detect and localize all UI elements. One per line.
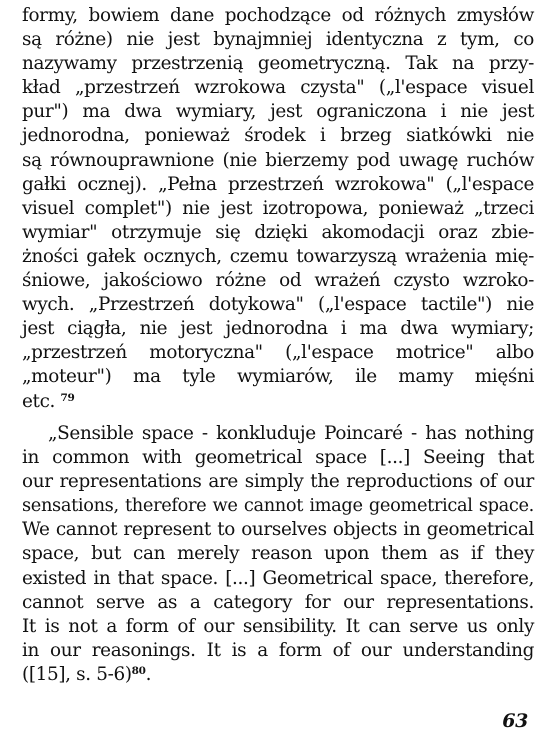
- text-line: We cannot represent to ourselves objects in geometrical: [22, 519, 534, 541]
- text-line: gałki ocznej). „Pełna przestrzeń wzrokowa" („l'espace: [22, 173, 534, 195]
- text-line: formy, bowiem dane pochodzące od różnych zmysłów: [22, 5, 534, 26]
- paragraph-space-types: [22, 4, 534, 414]
- paragraph-poincare-quote: [22, 422, 534, 687]
- text-line: wych. „Przestrzeń dotykowa" („l'espace tactile") nie: [22, 294, 534, 316]
- text-line: space, but can merely reason upon them as if they: [22, 543, 534, 565]
- line-text: etc.: [22, 390, 56, 412]
- text-line: „przestrzeń motoryczna" („l'espace motrice" albo: [22, 342, 534, 364]
- text-line: „moteur") ma tyle wymiarów, ile mamy mięśni: [22, 366, 534, 388]
- text-line: visuel complet") nie jest izotropowa, ponieważ „trzeci: [22, 197, 534, 219]
- text-line: in common with geometrical space [...] Seeing that: [22, 447, 534, 469]
- text-line: są równouprawnione (nie bierzemy pod uwagę ruchów: [22, 149, 534, 171]
- text-line: in our reasonings. It is a form of our understanding: [22, 639, 534, 661]
- text-line-last: [22, 663, 534, 687]
- text-line: wymiar" otrzymuje się dzięki akomodacji oraz zbie-: [22, 221, 534, 243]
- text-line: nazywamy przestrzenią geometryczną. Tak na przy-: [22, 53, 534, 75]
- text-line: existed in that space. [...] Geometrical space, therefore,: [22, 567, 534, 589]
- text-line: są różne) nie jest bynajmniej identyczna z tym, co: [22, 29, 534, 51]
- text-line: żności gałek ocznych, czemu towarzyszą wrażenia mię-: [22, 245, 534, 267]
- text-line-last: [22, 390, 534, 414]
- text-line: our representations are simply the reproductions of our: [22, 471, 534, 493]
- text-line: „Sensible space - konkluduje Poincaré - has nothing: [48, 423, 534, 444]
- text-line: śniowe, jakościowo różne od wrażeń czysto wzroko-: [22, 270, 534, 292]
- text-line: It is not a form of our sensibility. It can serve us only: [22, 615, 534, 637]
- text-line: kład „przestrzeń wzrokowa czysta" („l'espace visuel: [22, 77, 534, 99]
- text-line: sensations, therefore we cannot image geometrical space.: [22, 495, 534, 517]
- text-line: cannot serve as a category for our representations.: [22, 591, 534, 613]
- text-line: jest ciągła, nie jest jednorodna i ma dwa wymiary;: [22, 318, 534, 340]
- footnote-marker: 80: [131, 664, 146, 677]
- page-number: 63: [502, 710, 528, 732]
- line-text: ([15], s. 5-6): [22, 663, 132, 685]
- line-tail: .: [145, 663, 152, 685]
- footnote-marker: 79: [60, 391, 75, 404]
- text-line: pur") ma dwa wymiary, jest ograniczona i nie jest: [22, 101, 534, 123]
- text-line: jednorodna, ponieważ środek i brzeg siatkówki nie: [22, 125, 534, 147]
